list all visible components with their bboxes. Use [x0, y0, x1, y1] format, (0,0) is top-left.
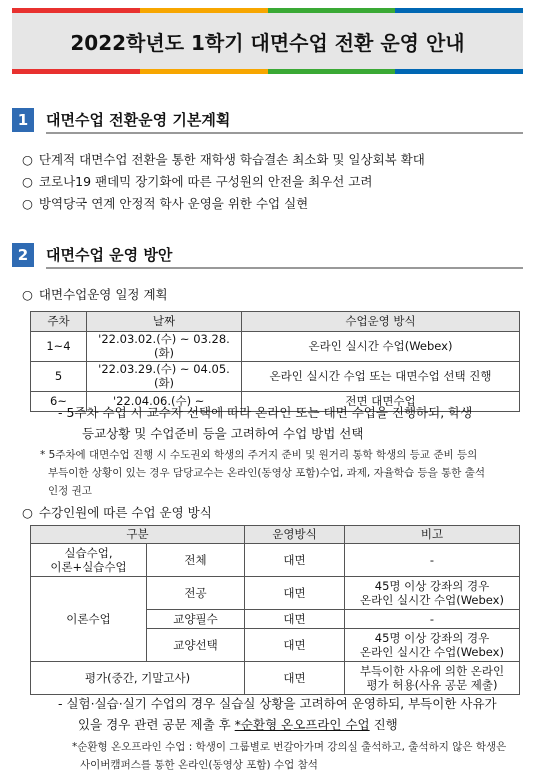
table-row: 교양필수 대면 -: [31, 610, 520, 629]
schedule-subtitle: ○ 대면수업운영 일정 계획: [22, 287, 168, 302]
table-row: 1~4 '22.03.02.(수) ~ 03.28.(화) 온라인 실시간 수업(Webex): [31, 332, 520, 362]
practice-label: 실습수업, 이론+실습수업: [31, 544, 147, 577]
schedule-description: - 5주차 수업 시 교수자 선택에 따라 온라인 또는 대면 수업을 진행하되, 학생 등교상황 및 수업준비 등을 고려하여 수업 방법 선택: [58, 405, 473, 441]
section-1-bullet-2: ○ 코로나19 팬데믹 장기화에 따른 구성원의 안전을 최우선 고려: [22, 174, 373, 189]
section-1-bullet-3: ○ 방역당국 연계 안정적 학사 운영을 위한 수업 실현: [22, 196, 309, 211]
table-row: 이론수업 전공 대면 45명 이상 강좌의 경우 온라인 실시간 수업(Webex): [31, 577, 520, 610]
schedule-footnote: * 5주차에 대면수업 진행 시 수도권외 학생의 주거지 준비 및 원거리 통학 학생의 등교 준비 등의 부득이한 상황이 있는 경우 담당교수는 온라인(동영상 포함)수업, 과제, 자율학습 등을 통한 출석 인정 권고: [40, 449, 486, 497]
bullet-circle-icon: ○: [22, 287, 33, 302]
section-2-number: 2: [12, 243, 34, 267]
rotational-footnote: *순환형 온오프라인 수업 : 학생이 그룹별로 번갈아가며 강의실 출석하고, 출석하지 않은 학생은 사이버캠퍼스를 통한 온라인(동영상 포함) 수업 참석: [72, 741, 507, 771]
bullet-circle-icon: ○: [22, 152, 33, 167]
practice-description: - 실험·실습·실기 수업의 경우 실습실 상황을 고려하여 운영하되, 부득이한 사유가 있을 경우 관련 공문 제출 후 *순환형 온오프라인 수업 진행: [58, 696, 497, 732]
section-1-title: 대면수업 전환운영 기본계획: [46, 106, 523, 134]
header-method: 수업운영 방식: [242, 312, 520, 332]
theory-label: 이론수업: [31, 577, 147, 662]
section-1-header: [12, 106, 523, 134]
header-week: 주차: [31, 312, 87, 332]
section-2-header: [12, 241, 523, 269]
title-box: [12, 8, 523, 74]
enrollment-table: [30, 525, 520, 695]
bullet-circle-icon: ○: [22, 505, 33, 520]
table-row: 6~ '22.04.06.(수) ~ 전면 대면수업: [31, 391, 520, 411]
title-color-bar-top: [12, 8, 523, 13]
header-operation: 운영방식: [245, 526, 345, 544]
table-row: 5 '22.03.29.(수) ~ 04.05.(화) 온라인 실시간 수업 또는 대면수업 선택 진행: [31, 361, 520, 391]
header-category: 구분: [31, 526, 245, 544]
schedule-table: [30, 311, 520, 412]
bullet-circle-icon: ○: [22, 174, 33, 189]
title-color-bar-bottom: [12, 69, 523, 74]
enrollment-subtitle: ○ 수강인원에 따른 수업 운영 방식: [22, 505, 212, 520]
table-header-row: [31, 526, 520, 544]
page-title: 2022학년도 1학기 대면수업 전환 운영 안내: [12, 13, 523, 69]
table-row: 평가(중간, 기말고사) 대면 부득이한 사유에 의한 온라인 평가 허용(사유 공문 제출): [31, 662, 520, 695]
section-1-bullet-1: ○ 단계적 대면수업 전환을 통한 재학생 학습결손 최소화 및 일상회복 확대: [22, 152, 425, 167]
table-row: 실습수업, 이론+실습수업 전체 대면 -: [31, 544, 520, 577]
bullet-circle-icon: ○: [22, 196, 33, 211]
section-1-number: 1: [12, 108, 34, 132]
section-2-title: 대면수업 운영 방안: [46, 241, 523, 269]
rotational-class-term: *순환형 온오프라인 수업: [234, 717, 370, 732]
header-remark: 비고: [345, 526, 520, 544]
table-header-row: [31, 312, 520, 332]
header-date: 날짜: [87, 312, 242, 332]
table-row: 교양선택 대면 45명 이상 강좌의 경우 온라인 실시간 수업(Webex): [31, 629, 520, 662]
